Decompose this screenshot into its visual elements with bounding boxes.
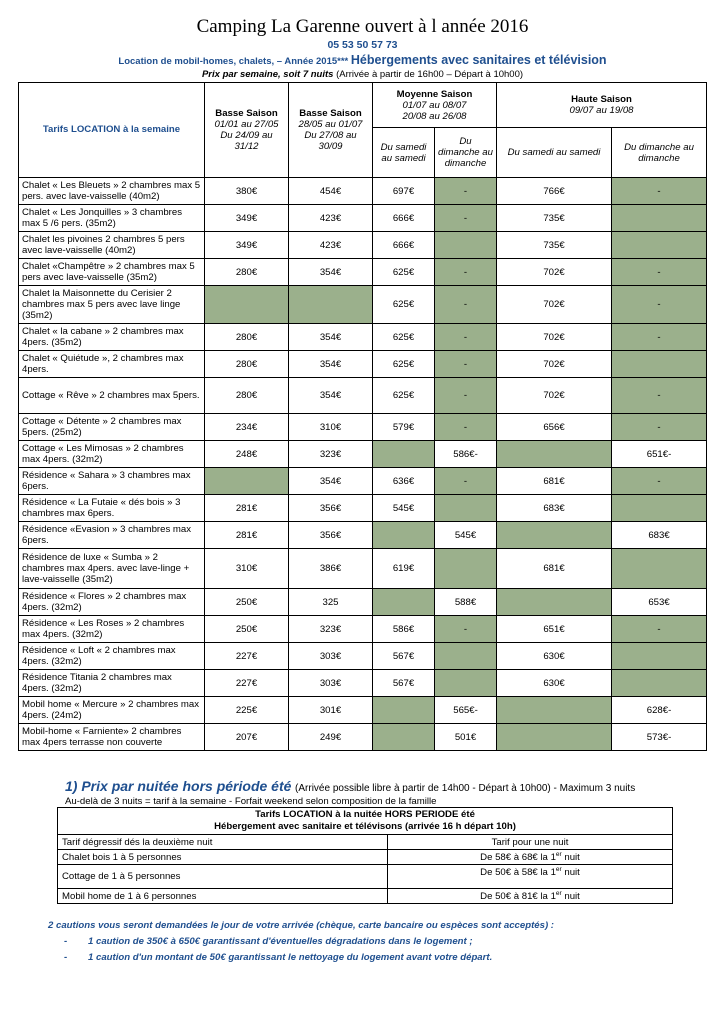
moyenne-dates1: 01/07 au 08/07 [402,99,467,111]
caution-text: 1 caution de 350€ à 650€ garantissant d'éventuelles dégradations dans le logement ; [88,936,473,947]
sub-moyenne-samedi: Du samedi au samedi [373,128,435,178]
location-big: Hébergements avec sanitaires et télévision [350,53,607,67]
table-row [19,724,707,751]
price-cell-b1: 280€ [205,378,289,414]
price-cell-hd: 651€- [612,441,707,468]
table-row [19,232,707,259]
table-row [19,324,707,351]
accommodation-name: Résidence « Sahara » 3 chambres max 6pers. [19,468,205,495]
accommodation-name: Cottage « Rêve » 2 chambres max 5pers. [19,378,205,414]
nightly-value-text: De 50€ à 81€ la 1 [480,891,556,903]
basse2-dates: 28/05 au 01/07 Du 27/08 au 30/09 [298,119,363,152]
accommodation-name: Chalet les pivoines 2 chambres 5 pers avec lave-vaisselle (40m2) [19,232,205,259]
basse2-title: Basse Saison [299,108,362,119]
price-cell-hd: - [612,468,707,495]
price-cell-b2: 386€ [289,549,373,589]
price-cell-hd: 573€- [612,724,707,751]
table-row [19,522,707,549]
price-cell-b1: 280€ [205,351,289,378]
price-cell-hs [497,589,612,616]
nightly-row [58,835,673,850]
price-cell-md: - [435,414,497,441]
price-cell-hs: 681€ [497,468,612,495]
price-cell-ms: 545€ [373,495,435,522]
table-row [19,589,707,616]
price-cell-b2: 423€ [289,232,373,259]
price-cell-hs: 702€ [497,378,612,414]
price-cell-md: - [435,468,497,495]
nightly-value-text: De 58€ à 68€ la 1 [480,852,556,864]
nuitee-subtitle: Au-delà de 3 nuits = tarif à la semaine - Forfait weekend selon composition de la famille [65,796,437,807]
price-cell-b2: 310€ [289,414,373,441]
accommodation-name: Chalet « Les Bleuets » 2 chambres max 5 pers. avec lave-vaisselle (40m2) [19,178,205,205]
price-cell-b1 [205,468,289,495]
accommodation-name: Résidence « Loft « 2 chambres max 4pers. (32m2) [19,643,205,670]
accommodation-name: Mobil-home « Farniente» 2 chambres max 4pers terrasse non couverte [19,724,205,751]
price-cell-b2: 323€ [289,441,373,468]
sub-moyenne-dimanche: Du dimanche au dimanche [435,128,497,178]
price-cell-hd [612,351,707,378]
price-cell-ms [373,441,435,468]
price-cell-b2: 354€ [289,259,373,286]
price-cell-md [435,495,497,522]
price-cell-ms: 625€ [373,378,435,414]
table-row [19,286,707,324]
accommodation-name: Chalet « la cabane » 2 chambres max 4pers. (35m2) [19,324,205,351]
price-cell-md: - [435,286,497,324]
price-cell-md [435,549,497,589]
nightly-value-sup: er [555,866,562,874]
price-cell-hd: - [612,378,707,414]
price-cell-b1: 234€ [205,414,289,441]
price-cell-b2: 356€ [289,495,373,522]
price-cell-b2: 354€ [289,351,373,378]
price-cell-b2 [289,286,373,324]
nightly-value-text: Tarif pour une nuit [491,836,569,848]
price-cell-hd: - [612,178,707,205]
table-row [19,670,707,697]
price-cell-hd: - [612,286,707,324]
price-cell-ms: 625€ [373,324,435,351]
table-row [19,468,707,495]
price-cell-ms: 636€ [373,468,435,495]
accommodation-name: Chalet « Les Jonquilles » 3 chambres max 5 /6 pers. (35m2) [19,205,205,232]
price-rest: (Arrivée à partir de 16h00 – Départ à 10h00) [336,69,524,80]
price-cell-b1: 349€ [205,205,289,232]
price-cell-ms [373,522,435,549]
nightly-nuit-word: nuit [564,852,580,864]
price-cell-b1: 380€ [205,178,289,205]
table-row [19,205,707,232]
price-cell-ms: 567€ [373,670,435,697]
sub-haute-samedi: Du samedi au samedi [497,128,612,178]
price-cell-md: - [435,351,497,378]
accommodation-name: Chalet « Quiétude », 2 chambres max 4pers. [19,351,205,378]
nightly-value [388,850,673,865]
nightly-label: Tarif dégressif dés la deuxième nuit [58,835,388,850]
price-cell-md: 565€- [435,697,497,724]
price-cell-md [435,643,497,670]
price-cell-hd [612,670,707,697]
nightly-value-sup: er [555,890,562,898]
nightly-row [58,889,673,904]
price-cell-md: 588€ [435,589,497,616]
accommodation-name: Résidence de luxe « Sumba » 2 chambres max 4pers. avec lave-linge + lave-vaisselle (35m2) [19,549,205,589]
basse1-dates: 01/01 au 27/05 Du 24/09 au 31/12 [214,119,279,152]
nightly-title-line2: Hébergement avec sanitaire et télévisons (arrivée 16 h départ 10h) [214,821,516,832]
price-cell-b1: 281€ [205,495,289,522]
price-cell-b2: 454€ [289,178,373,205]
price-bold: Prix par semaine, soit 7 nuits [201,69,334,80]
nightly-row [58,865,673,889]
price-cell-hs: 702€ [497,324,612,351]
price-cell-b2: 249€ [289,724,373,751]
nuitee-heading [65,778,635,794]
nightly-label: Chalet bois 1 à 5 personnes [58,850,388,865]
header-haute [497,83,707,128]
price-cell-md [435,232,497,259]
price-cell-ms: 586€ [373,616,435,643]
bullet-dash: - [64,952,68,963]
price-cell-hd [612,643,707,670]
price-cell-b2: 356€ [289,522,373,549]
price-cell-ms: 625€ [373,286,435,324]
table-title: Tarifs LOCATION à la semaine [19,83,205,178]
bullet-dash: - [64,936,68,947]
price-cell-hs: 630€ [497,643,612,670]
table-row [19,697,707,724]
nightly-value-sup: er [555,851,562,858]
accommodation-name: Chalet «Champêtre » 2 chambres max 5 pers avec lave-vaisselle (35m2) [19,259,205,286]
table-row [19,441,707,468]
price-cell-b2: 301€ [289,697,373,724]
price-cell-hd: 653€ [612,589,707,616]
haute-dates: 09/07 au 19/08 [569,105,634,116]
price-cell-hd: 683€ [612,522,707,549]
accommodation-name: Mobil home « Mercure » 2 chambres max 4pers. (24m2) [19,697,205,724]
table-row [19,259,707,286]
table-row [19,414,707,441]
price-cell-ms: 625€ [373,351,435,378]
price-cell-ms: 579€ [373,414,435,441]
price-cell-md: - [435,205,497,232]
price-cell-b2: 323€ [289,616,373,643]
price-cell-hs: 702€ [497,286,612,324]
cautions-intro: 2 cautions vous seront demandées le jour de votre arrivée (chèque, carte bancaire ou espèces sont acceptés) : [48,920,554,931]
price-cell-ms: 666€ [373,232,435,259]
caution-item [48,952,554,963]
price-cell-b2: 325 [289,589,373,616]
table-row [19,378,707,414]
nightly-title-line1: Tarifs LOCATION à la nuitée HORS PERIODE été [255,809,475,820]
table-row [19,178,707,205]
price-cell-ms [373,724,435,751]
nightly-nuit-word: nuit [564,867,580,879]
weekly-rates-table [18,82,707,751]
price-cell-b1: 250€ [205,589,289,616]
phone-number: 05 53 50 57 73 [327,39,398,51]
nightly-label: Cottage de 1 à 5 personnes [58,865,388,889]
moyenne-title: Moyenne Saison [396,88,473,100]
header-basse2 [289,83,373,178]
sub-haute-dimanche: Du dimanche au dimanche [612,128,707,178]
price-cell-hs: 735€ [497,205,612,232]
table-row [19,616,707,643]
price-cell-hd: - [612,324,707,351]
price-cell-hs: 702€ [497,351,612,378]
accommodation-name: Résidence « La Futaie « dés bois » 3 chambres max 6pers. [19,495,205,522]
price-cell-ms: 625€ [373,259,435,286]
price-cell-b1: 225€ [205,697,289,724]
price-cell-b1: 207€ [205,724,289,751]
nightly-rates-table [57,807,673,904]
price-cell-b1: 248€ [205,441,289,468]
table-row [19,549,707,589]
table-row [19,351,707,378]
accommodation-name: Cottage « Détente » 2 chambres max 5pers. (25m2) [19,414,205,441]
price-line [0,69,725,80]
price-cell-hd [612,205,707,232]
header-moyenne [373,83,497,128]
price-cell-ms: 697€ [373,178,435,205]
price-cell-b1: 280€ [205,259,289,286]
price-cell-ms: 567€ [373,643,435,670]
price-cell-hs: 656€ [497,414,612,441]
cautions-list [48,936,554,963]
nightly-table-title [58,808,673,835]
price-cell-hd: 628€- [612,697,707,724]
price-cell-b2: 303€ [289,643,373,670]
price-cell-b2: 354€ [289,468,373,495]
price-cell-b1: 280€ [205,324,289,351]
price-cell-md: - [435,324,497,351]
price-cell-md [435,670,497,697]
price-cell-md: - [435,378,497,414]
price-cell-b1: 227€ [205,643,289,670]
price-cell-hd [612,495,707,522]
table-row [19,643,707,670]
price-cell-ms: 619€ [373,549,435,589]
price-cell-b2: 354€ [289,378,373,414]
price-cell-hs [497,697,612,724]
price-cell-hd [612,232,707,259]
price-cell-b1: 281€ [205,522,289,549]
nightly-nuit-word: nuit [564,891,580,903]
price-cell-md: 501€ [435,724,497,751]
price-cell-hs: 630€ [497,670,612,697]
price-cell-b2: 423€ [289,205,373,232]
price-cell-ms [373,589,435,616]
accommodation-name: Chalet la Maisonnette du Cerisier 2 chambres max 5 pers avec lave linge (35m2) [19,286,205,324]
price-cell-b1: 250€ [205,616,289,643]
price-cell-b1: 349€ [205,232,289,259]
nightly-value [388,835,673,850]
price-cell-b1 [205,286,289,324]
price-cell-hd: - [612,414,707,441]
price-cell-hs: 651€ [497,616,612,643]
price-cell-hs: 735€ [497,232,612,259]
price-cell-md: - [435,616,497,643]
moyenne-dates2: 20/08 au 26/08 [402,110,467,122]
price-cell-b2: 303€ [289,670,373,697]
accommodation-name: Résidence « Flores » 2 chambres max 4pers. (32m2) [19,589,205,616]
nightly-value-text: De 50€ à 58€ la 1 [480,867,556,879]
price-cell-md: 545€ [435,522,497,549]
price-cell-md: 586€- [435,441,497,468]
basse1-title: Basse Saison [215,108,278,119]
page-title: Camping La Garenne ouvert à l année 2016 [196,16,529,37]
cautions-block [48,920,554,968]
price-cell-hs [497,441,612,468]
accommodation-name: Résidence Titania 2 chambres max 4pers. (32m2) [19,670,205,697]
price-cell-b1: 227€ [205,670,289,697]
nightly-row [58,850,673,865]
price-cell-hd: - [612,259,707,286]
accommodation-name: Résidence « Les Roses » 2 chambres max 4pers. (32m2) [19,616,205,643]
location-text: Location de mobil-homes, chalets, – Année 2015*** [118,56,349,67]
price-cell-b1: 310€ [205,549,289,589]
location-subtitle [0,53,725,67]
haute-title: Haute Saison [571,94,632,105]
nightly-value [388,865,673,889]
nuitee-title-note: (Arrivée possible libre à partir de 14h00 - Départ à 10h00) - Maximum 3 nuits [295,783,636,794]
caution-text: 1 caution d'un montant de 50€ garantissant le nettoyage du logement avant votre départ. [88,952,493,963]
price-cell-md: - [435,259,497,286]
table-row [19,495,707,522]
price-cell-ms: 666€ [373,205,435,232]
nightly-label: Mobil home de 1 à 6 personnes [58,889,388,904]
price-cell-hd: - [612,616,707,643]
price-cell-hs: 683€ [497,495,612,522]
price-cell-hs: 766€ [497,178,612,205]
price-cell-hs [497,522,612,549]
price-cell-b2: 354€ [289,324,373,351]
nuitee-title: 1) Prix par nuitée hors période été [65,778,292,794]
price-cell-ms [373,697,435,724]
price-cell-md: - [435,178,497,205]
accommodation-name: Cottage « Les Mimosas » 2 chambres max 4pers. (32m2) [19,441,205,468]
header-basse1 [205,83,289,178]
price-cell-hs: 681€ [497,549,612,589]
price-cell-hs [497,724,612,751]
accommodation-name: Résidence «Evasion » 3 chambres max 6pers. [19,522,205,549]
nightly-value [388,889,673,904]
price-cell-hs: 702€ [497,259,612,286]
caution-item [48,936,554,947]
price-cell-hd [612,549,707,589]
